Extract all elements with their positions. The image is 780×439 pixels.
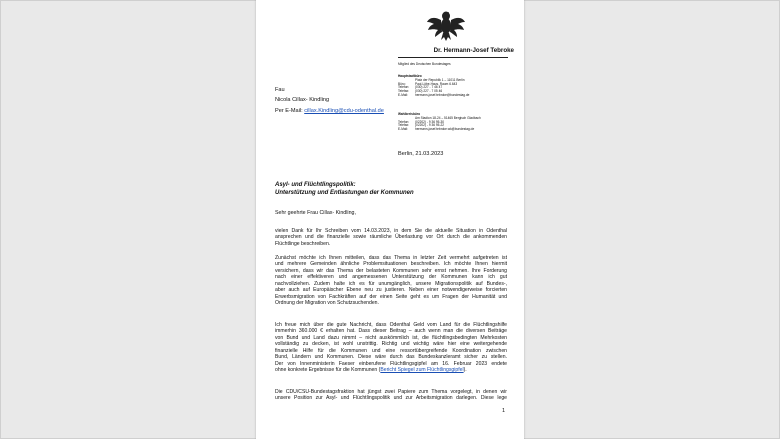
address-row: Telefon: (02202) - 9 36 95-30 [398,119,445,124]
recipient-address [275,86,329,105]
recipient-email-line [275,108,384,114]
salutation: Sehr geehrte Frau Cillax- Kindling, [275,210,356,216]
body-paragraph-2: Zunächst möchte ich Ihnen mitteilen, dass das Thema in letzter Zeit vermehrt aufgetreten ist und mehrere Gemeinden ähnliche Problemsituationen beschreiben. Ich möchte Ihnen hiermit versichern, dass wir das Thema der belasteten Kommunen sehr ernst nehmen. Ihre Forderung nach einer effektiveren und angemessenen Unterstützung der Kommunen kann ich gut nachvollziehen. Zudem halte ich es für unumgänglich, unsere Migrationspolitik auf Bundes-, aber auch auf Europäischer Ebene neu zu justieren. Neben einer notwendigerweise forcierten Erwerbsmigration von Fachkräften auf der einen Seite geht es um Fragen der Humanität und Ordnung der Migration von Schutzsuchenden. [275,255,507,307]
address-row: E-Mail: hermann-josef.tebroke.wk@bundestag.de [398,127,475,132]
body-paragraph-4: Die CDU/CSU-Bundestagsfraktion hat jüngst zwei Papiere zum Thema vorgelegt, in denen wir unsere Position zur Asyl- und Flüchtlingspolitik und zur Arbeitsmigration darlegen. Diese lege [275,389,507,402]
sender-name: Dr. Hermann-Josef Tebroke [433,47,514,54]
district-office-block [398,113,481,132]
body-paragraph-3: Ich freue mich über die gute Nachricht, dass Odenthal Geld vom Land für die Flüchtlingshilfe immerhin 360.000 € erhalten hat. Dass dieser Beitrag – auch wenn man die diversen Beiträge von Bund und Land dazu nimmt – nicht auskömmlich ist, die flüchtlingsbedingten Mehrkosten vollständig zu decken, ist wohl unstrittig. Richtig und wichtig wäre hier eine weitergehende finanzielle Hilfe für die Kommunen und eine ressortübergreifende Koordination zwischen Bund, Ländern und Kommunen. Diese wäre durch das Bundeskanzleramt sicher zu stellen. Der von Innenministerin Faeser einberufene Flüchtlingsgipfel am 16. Februar 2023 endete ohne konkrete Ergebnisse für die Kommunen (Bericht Spiegel zum Flüchtlingsgipfel). [275,322,507,374]
address-row: Telefax: (02202) - 9 36 95-22 [398,123,445,128]
federal-eagle-icon [426,6,466,42]
subject-line-2: Unterstützung und Entlastungen der Kommunen [275,190,414,196]
letter-subject [275,181,414,197]
document-page [256,0,524,439]
letter-date: Berlin, 21.03.2023 [398,151,444,157]
recipient-email-link[interactable]: cillax.Kindling@cdu-odenthal.de [304,108,384,114]
berlin-office-block [398,75,469,98]
subject-line-1: Asyl- und Flüchtlingspolitik: [275,182,356,188]
address-row: Telefon: (030) 227 - 7 46 47 [398,85,443,90]
spiegel-report-link[interactable]: Bericht Spiegel zum Flüchtlingsgipfel [380,367,464,374]
member-line: Mitglied des Deutschen Bundestages [398,62,451,66]
address-row: Am Stadion 18-24 – 51465 Bergisch Gladbach [415,115,481,120]
page-number: 1 [502,408,506,414]
body-paragraph-1: vielen Dank für Ihr Schreiben vom 14.03.2023, in dem Sie die aktuelle Situation in Odenthal ansprechen und die finanzielle sowie räumliche Überlastung vor Ort durch die ankommenden Flüchtlinge beschreiben. [275,228,507,247]
email-prefix: Per E-Mail: [275,108,305,114]
recipient-line-2: Nicola Cillax- Kindling [275,96,330,103]
district-office-heading: Wahlkreisbüro [398,112,421,116]
address-row: Platz der Republik 1 – 11011 Berlin [415,77,465,82]
letterhead-rule [398,57,508,58]
recipient-line-1: Fau [275,87,285,93]
address-row: Telefax: (030) 227 - 7 05 46 [398,89,443,94]
address-row: E-Mail: hermann-josef.tebroke@bundestag.de [398,92,470,97]
address-row: Büro: Paul-Löbe-Haus, Raum 6.643 [398,81,458,86]
berlin-office-heading: Hauptstadtbüro [398,74,422,78]
